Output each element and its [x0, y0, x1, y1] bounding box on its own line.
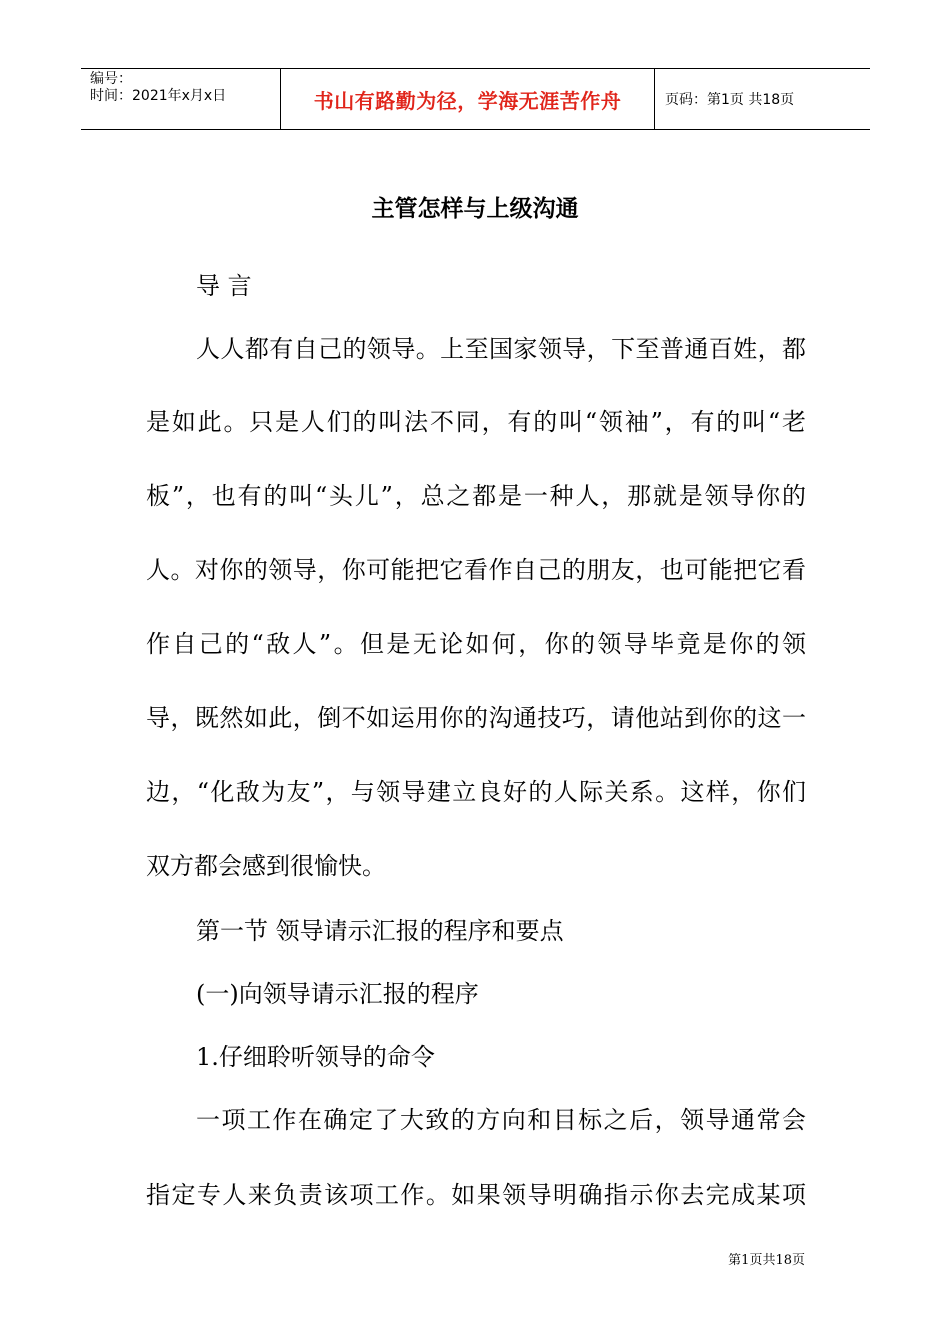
- date-label: 时间：2021年x月x日: [90, 88, 227, 104]
- section-heading: 第一节 领导请示汇报的程序和要点: [196, 917, 564, 945]
- header-meta: [81, 69, 281, 129]
- number-label: 编号：: [90, 71, 132, 87]
- paragraph-line: 作自己的“敌人”。但是无论如何，你的领导毕竟是你的领: [146, 630, 806, 658]
- header-motto-cell: [281, 69, 655, 129]
- item-heading: 1.仔细聆听领导的命令: [196, 1043, 435, 1071]
- page-header: [81, 68, 870, 130]
- header-page-info-cell: [655, 69, 870, 129]
- paragraph-line: 导，既然如此，倒不如运用你的沟通技巧，请他站到你的这一: [146, 704, 806, 732]
- paragraph-line: 边，“化敌为友”，与领导建立良好的人际关系。这样，你们: [146, 778, 806, 806]
- page-footer: 第1页共18页: [728, 1253, 805, 1268]
- paragraph-line: 人。对你的领导，你可能把它看作自己的朋友，也可能把它看: [146, 556, 806, 584]
- paragraph-line: 指定专人来负责该项工作。如果领导明确指示你去完成某项: [146, 1181, 806, 1209]
- document-title: 主管怎样与上级沟通: [371, 196, 579, 222]
- paragraph-line: 人人都有自己的领导。上至国家领导，下至普通百姓，都: [196, 335, 806, 363]
- page-info: 页码：第1页 共18页: [665, 92, 795, 108]
- paragraph-line: 双方都会感到很愉快。: [146, 852, 386, 880]
- intro-heading: 导 言: [196, 272, 252, 300]
- subsection-heading: (一)向领导请示汇报的程序: [196, 980, 479, 1008]
- motto-text: 书山有路勤为径，学海无涯苦作舟: [313, 88, 622, 113]
- paragraph-line: 是如此。只是人们的叫法不同，有的叫“领袖”，有的叫“老: [146, 408, 806, 436]
- paragraph-line: 一项工作在确定了大致的方向和目标之后，领导通常会: [196, 1106, 806, 1134]
- paragraph-line: 板”，也有的叫“头儿”，总之都是一种人，那就是领导你的: [146, 482, 806, 510]
